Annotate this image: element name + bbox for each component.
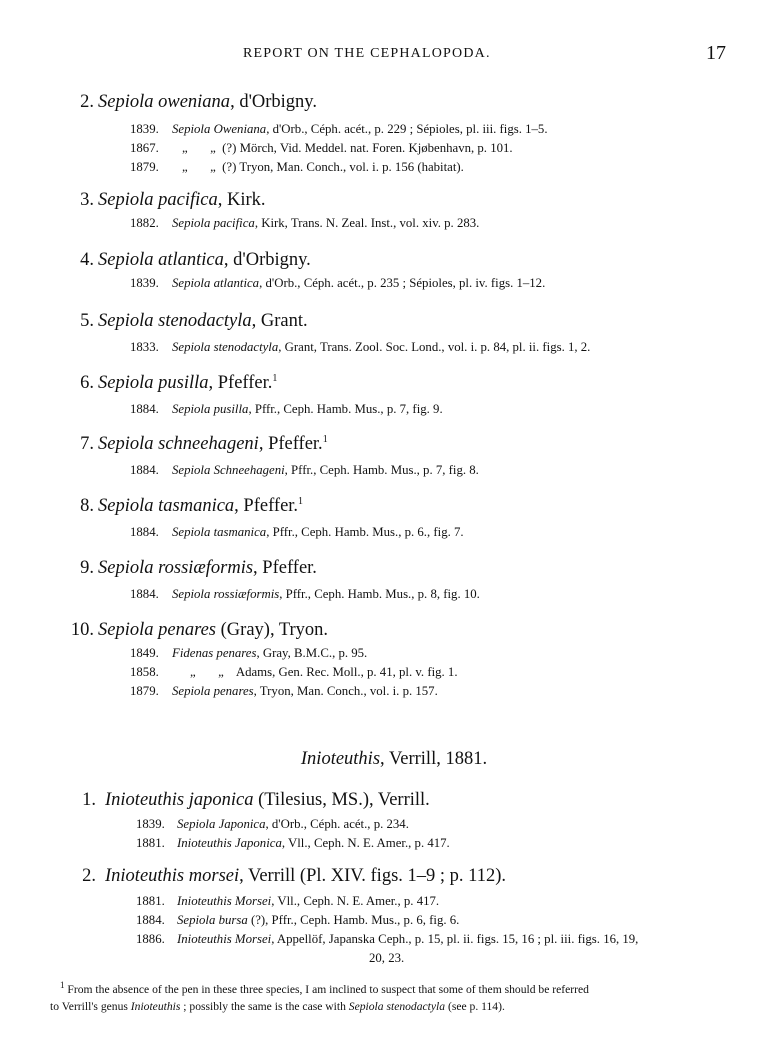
species-number: 2.	[82, 866, 96, 886]
page-number: 17	[706, 42, 726, 64]
reference-line: 1881. Inioteuthis Morsei, Vll., Ceph. N. E. Amer., p. 417.	[136, 894, 440, 908]
species-name: Inioteuthis morsei	[105, 866, 240, 886]
species-number: 5.	[80, 311, 94, 331]
reference-line: 1881. Inioteuthis Japonica, Vll., Ceph. N. E. Amer., p. 417.	[136, 836, 450, 850]
species-name: Sepiola tasmanica	[98, 496, 235, 517]
reference-line: 1882. Sepiola pacifica, Kirk, Trans. N. Zeal. Inst., vol. xiv. p. 283.	[130, 216, 480, 230]
species-authority: , Grant.	[251, 311, 308, 331]
species-entry	[0, 190, 776, 235]
species-authority: (Tilesius, MS.), Verrill.	[253, 790, 430, 810]
species-authority: , Verrill (Pl. XIV. figs. 1–9 ; p. 112).	[239, 866, 507, 886]
footnote: $^1$ From the absence of the pen in these three species, I am inclined to suspect that some of them should be referred to Verrill's genus Inioteuthis ; possibly the same is the case with Sepiola stenodactyla (see p. 114).	[50, 980, 589, 1013]
reference-line: 1884. Sepiola tasmanica, Pffr., Ceph. Hamb. Mus., p. 6., fig. 7.	[130, 525, 464, 539]
reference-line: 1867. „ „ (?) Mörch, Vid. Meddel. nat. Foren. Kjøbenhavn, p. 101.	[130, 141, 513, 155]
species-name: Sepiola rossiæformis	[98, 558, 254, 578]
species-number: 10.	[70, 620, 94, 640]
reference-line: 1849. Fidenas penares, Gray, B.M.C., p. 95.	[130, 646, 368, 660]
footnote-marker: 1	[272, 373, 278, 384]
reference-line: 1839. Sepiola Oweniana, d'Orb., Céph. acét., p. 229 ; Sépioles, pl. iii. figs. 1–5.	[130, 122, 548, 136]
species-entry	[0, 434, 776, 482]
species-name: Sepiola schneehageni	[98, 434, 259, 455]
species-authority: , Pfeffer.	[208, 373, 273, 394]
reference-continuation: 20, 23.	[369, 951, 405, 965]
species-number: 3.	[80, 190, 94, 210]
species-name: Sepiola pusilla	[98, 373, 209, 394]
species-number: 6.	[80, 373, 94, 393]
species-number: 9.	[80, 558, 94, 578]
species-authority: , Kirk.	[217, 190, 266, 210]
species-authority: , Pfeffer.	[253, 558, 317, 578]
genus-heading	[0, 749, 776, 770]
reference-line: 1884. Sepiola bursa (?), Pffr., Ceph. Hamb. Mus., p. 6, fig. 6.	[136, 913, 460, 927]
reference-line: 1884. Sepiola rossiæformis, Pffr., Ceph. Hamb. Mus., p. 8, fig. 10.	[130, 587, 480, 601]
genus-name: Inioteuthis	[300, 749, 381, 769]
species-number: 8.	[80, 496, 94, 516]
species-name: Sepiola penares	[98, 620, 217, 640]
footnote-marker: 1	[60, 980, 65, 990]
reference-line: 1839. Sepiola Japonica, d'Orb., Céph. acét., p. 234.	[136, 817, 409, 831]
species-number: 4.	[80, 250, 94, 270]
species-authority: , Pfeffer.	[258, 434, 323, 455]
footnote-marker: 1	[298, 496, 304, 507]
species-name: Sepiola stenodactyla	[98, 311, 252, 331]
species-entry	[0, 250, 776, 295]
species-entry	[0, 311, 776, 359]
species-name: Inioteuthis japonica	[105, 790, 254, 810]
species-entry	[0, 373, 776, 421]
reference-line: 1884. Sepiola pusilla, Pffr., Ceph. Hamb. Mus., p. 7, fig. 9.	[130, 402, 443, 416]
reference-line: 1858. „ „ Adams, Gen. Rec. Moll., p. 41, pl. v. fig. 1.	[130, 665, 458, 679]
species-authority: (Gray), Tryon.	[216, 620, 329, 640]
species-entry	[0, 866, 776, 969]
species-authority: , d'Orbigny.	[230, 92, 317, 112]
species-number: 1.	[82, 790, 96, 810]
species-entry	[0, 558, 776, 606]
running-title: REPORT ON THE CEPHALOPODA.	[243, 46, 491, 61]
species-authority: , d'Orbigny.	[223, 250, 311, 270]
species-number: 2.	[80, 92, 94, 112]
species-entry	[0, 790, 776, 855]
page-header	[0, 42, 776, 72]
reference-line: 1886. Inioteuthis Morsei, Appellöf, Japanska Ceph., p. 15, pl. ii. figs. 15, 16 ; pl. iii. figs. 16, 19,	[136, 932, 639, 946]
species-name: Sepiola atlantica	[98, 250, 224, 270]
reference-line: 1879. „ „ (?) Tryon, Man. Conch., vol. i. p. 156 (habitat).	[130, 160, 464, 174]
species-entry	[0, 620, 776, 703]
species-entry	[0, 496, 776, 544]
genus-authority: , Verrill, 1881.	[380, 749, 488, 769]
reference-line: 1839. Sepiola atlantica, d'Orb., Céph. acét., p. 235 ; Sépioles, pl. iv. figs. 1–12.	[130, 276, 546, 290]
species-number: 7.	[80, 434, 94, 454]
footnote-marker: 1	[322, 434, 328, 445]
reference-line: 1879. Sepiola penares, Tryon, Man. Conch., vol. i. p. 157.	[130, 684, 438, 698]
reference-line: 1833. Sepiola stenodactyla, Grant, Trans. Zool. Soc. Lond., vol. i. p. 84, pl. ii. figs. 1, 2.	[130, 340, 591, 354]
species-authority: , Pfeffer.	[234, 496, 299, 517]
reference-line: 1884. Sepiola Schneehageni, Pffr., Ceph. Hamb. Mus., p. 7, fig. 8.	[130, 463, 479, 477]
species-name: Sepiola oweniana	[98, 92, 231, 112]
species-name: Sepiola pacifica	[98, 190, 218, 210]
species-entry	[0, 92, 776, 179]
